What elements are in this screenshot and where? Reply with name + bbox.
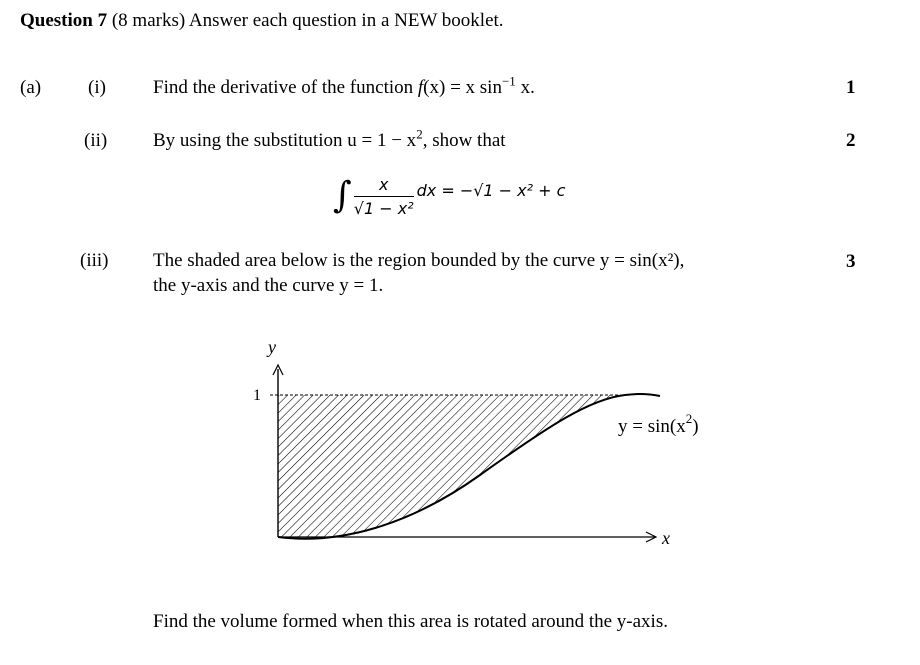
question-number: Question 7 xyxy=(20,10,108,31)
subpart-iii-label: (iii) xyxy=(80,250,109,271)
subpart-ii-prompt: By using the substitution xyxy=(153,130,348,151)
subpart-ii-label: (ii) xyxy=(84,130,108,151)
curve-label-main: y = sin(x xyxy=(618,416,686,437)
marks-ii: 2 xyxy=(846,130,856,151)
curve-label-close: ) xyxy=(692,416,699,437)
tick-label-one: 1 xyxy=(253,387,261,404)
shaded-area xyxy=(278,395,625,539)
substitution-expression: u = 1 − x xyxy=(347,130,417,151)
subpart-i-text xyxy=(153,73,535,99)
integral-display xyxy=(333,166,565,226)
function-name: f xyxy=(417,77,424,98)
shaded-region-figure xyxy=(230,325,750,575)
integrand-denominator: √1 − x² xyxy=(353,198,414,218)
subpart-iii-line2: the y-axis and the curve y = 1. xyxy=(153,275,384,296)
subpart-ii-prompt-end: , show that xyxy=(422,130,506,151)
subpart-ii-text xyxy=(153,126,506,152)
question-instructions: (8 marks) Answer each question in a NEW booklet. xyxy=(107,10,504,31)
integrand-fraction xyxy=(354,175,414,218)
integral-sign: ∫ xyxy=(333,175,352,216)
subpart-iii-final: Find the volume formed when this area is rotated around the y-axis. xyxy=(153,611,668,632)
function-end: x. xyxy=(515,77,535,98)
part-a-label: (a) xyxy=(20,77,42,98)
curve-label xyxy=(618,411,699,437)
subpart-iii-line1: The shaded area below is the region bounded by the curve y = sin(x²), xyxy=(153,250,685,271)
integral-result: dx = −√1 − x² + c xyxy=(416,180,566,200)
subpart-i-prompt: Find the derivative of the function xyxy=(153,77,418,98)
substitution-sup: 2 xyxy=(416,126,423,142)
marks-iii: 3 xyxy=(846,251,856,272)
curve-label-sup: 2 xyxy=(685,411,693,426)
x-axis-label: x xyxy=(662,528,670,548)
question-heading xyxy=(20,10,504,32)
function-inverse-sup: −1 xyxy=(501,73,516,89)
marks-i: 1 xyxy=(846,77,856,98)
function-expression: (x) = x sin xyxy=(423,77,502,98)
y-axis-label: y xyxy=(268,337,276,357)
subpart-i-label: (i) xyxy=(88,77,106,98)
integrand-numerator: x xyxy=(354,175,414,197)
